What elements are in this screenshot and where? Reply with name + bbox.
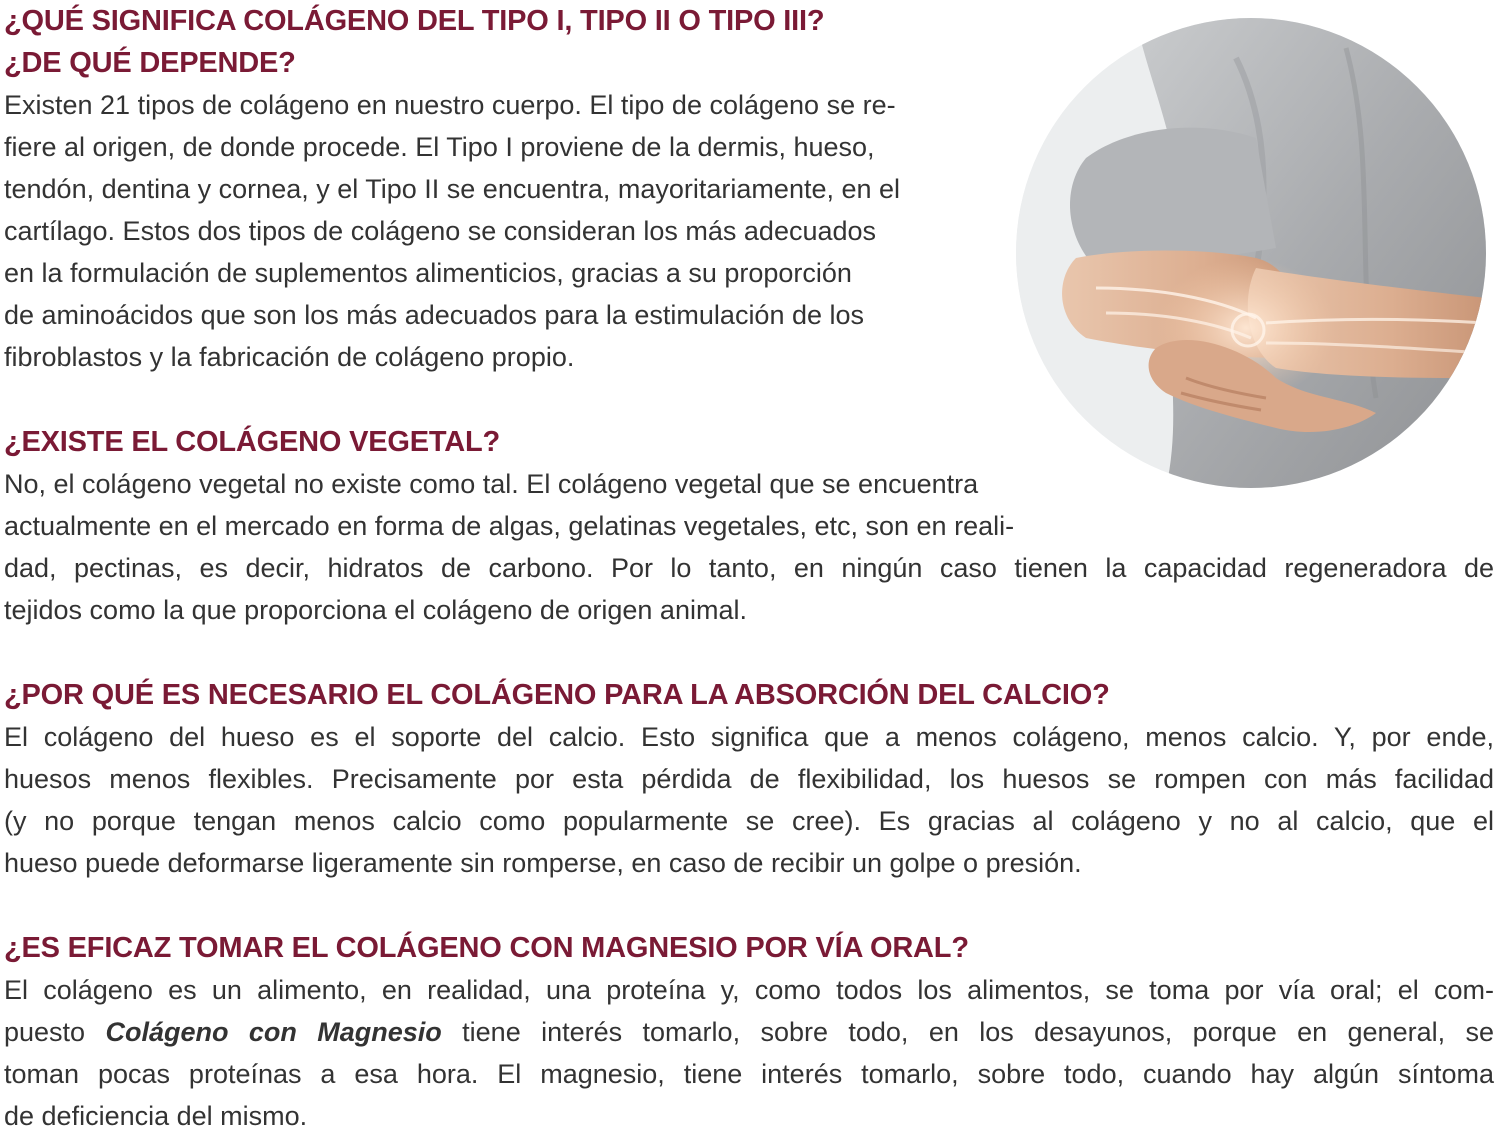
section-2-body-line: actualmente en el mercado en forma de algas, gelatinas vegetales, etc, son en reali- <box>4 511 1015 541</box>
product-name-emphasis: Colágeno con Magnesio <box>105 1017 442 1047</box>
section-4-body-line: El colágeno es un alimento, en realidad, una proteína y, como todos los alimentos, se toma por vía oral; el com- <box>4 975 1494 1005</box>
section-4-body-line: de deficiencia del mismo. <box>4 1101 308 1131</box>
section-1-body-line: en la formulación de suplementos alimenticios, gracias a su proporción <box>4 258 852 288</box>
section-3-body-line: huesos menos flexibles. Precisamente por esta pérdida de flexibilidad, los huesos se rompen con más facilidad <box>4 764 1494 794</box>
section-1-body-line: tendón, dentina y cornea, y el Tipo II se encuentra, mayoritariamente, en el <box>4 174 901 204</box>
section-2-body-line: tejidos como la que proporciona el colágeno de origen animal. <box>4 595 747 625</box>
section-1-body-line: fibroblastos y la fabricación de colágeno propio. <box>4 342 575 372</box>
section-1-body-line: Existen 21 tipos de colágeno en nuestro cuerpo. El tipo de colágeno se re- <box>4 90 896 120</box>
section-1-body-line: cartílago. Estos dos tipos de colágeno se consideran los más adecuados <box>4 216 877 246</box>
section-4-body-line <box>4 1011 1494 1053</box>
elbow-joint-photo-icon <box>1016 18 1486 488</box>
section-4-body-line: toman pocas proteínas a esa hora. El magnesio, tiene interés tomarlo, sobre todo, cuando hay algún síntoma <box>4 1059 1494 1089</box>
section-2-body-line: No, el colágeno vegetal no existe como tal. El colágeno vegetal que se encuentra <box>4 469 979 499</box>
section-3-heading: ¿POR QUÉ ES NECESARIO EL COLÁGENO PARA LA ABSORCIÓN DEL CALCIO? <box>4 679 1110 711</box>
section-1-body-line: de aminoácidos que son los más adecuados para la estimulación de los <box>4 300 865 330</box>
body-text-segment: tiene interés tomarlo, sobre todo, en los desayunos, porque en general, se <box>441 1017 1494 1047</box>
section-3-body-line: hueso puede deformarse ligeramente sin romperse, en caso de recibir un golpe o presión. <box>4 848 1082 878</box>
section-3-body-line: (y no porque tengan menos calcio como popularmente se cree). Es gracias al colágeno y no al calcio, que el <box>4 806 1494 836</box>
section-4-heading: ¿ES EFICAZ TOMAR EL COLÁGENO CON MAGNESIO POR VÍA ORAL? <box>4 932 969 964</box>
section-3-body-line: El colágeno del hueso es el soporte del calcio. Esto significa que a menos colágeno, menos calcio. Y, por ende, <box>4 722 1494 752</box>
section-1-body-line: fiere al origen, de donde procede. El Tipo I proviene de la dermis, hueso, <box>4 132 875 162</box>
section-1-heading-line-2: ¿DE QUÉ DEPENDE? <box>4 47 296 79</box>
section-2-body-line: dad, pectinas, es decir, hidratos de carbono. Por lo tanto, en ningún caso tienen la capacidad regeneradora de <box>4 553 1494 583</box>
body-text-segment: puesto <box>4 1017 106 1047</box>
elbow-joint-photo <box>1016 18 1486 488</box>
section-2-heading: ¿EXISTE EL COLÁGENO VEGETAL? <box>4 426 501 458</box>
section-1-heading-line-1: ¿QUÉ SIGNIFICA COLÁGENO DEL TIPO I, TIPO II O TIPO III? <box>4 5 825 37</box>
